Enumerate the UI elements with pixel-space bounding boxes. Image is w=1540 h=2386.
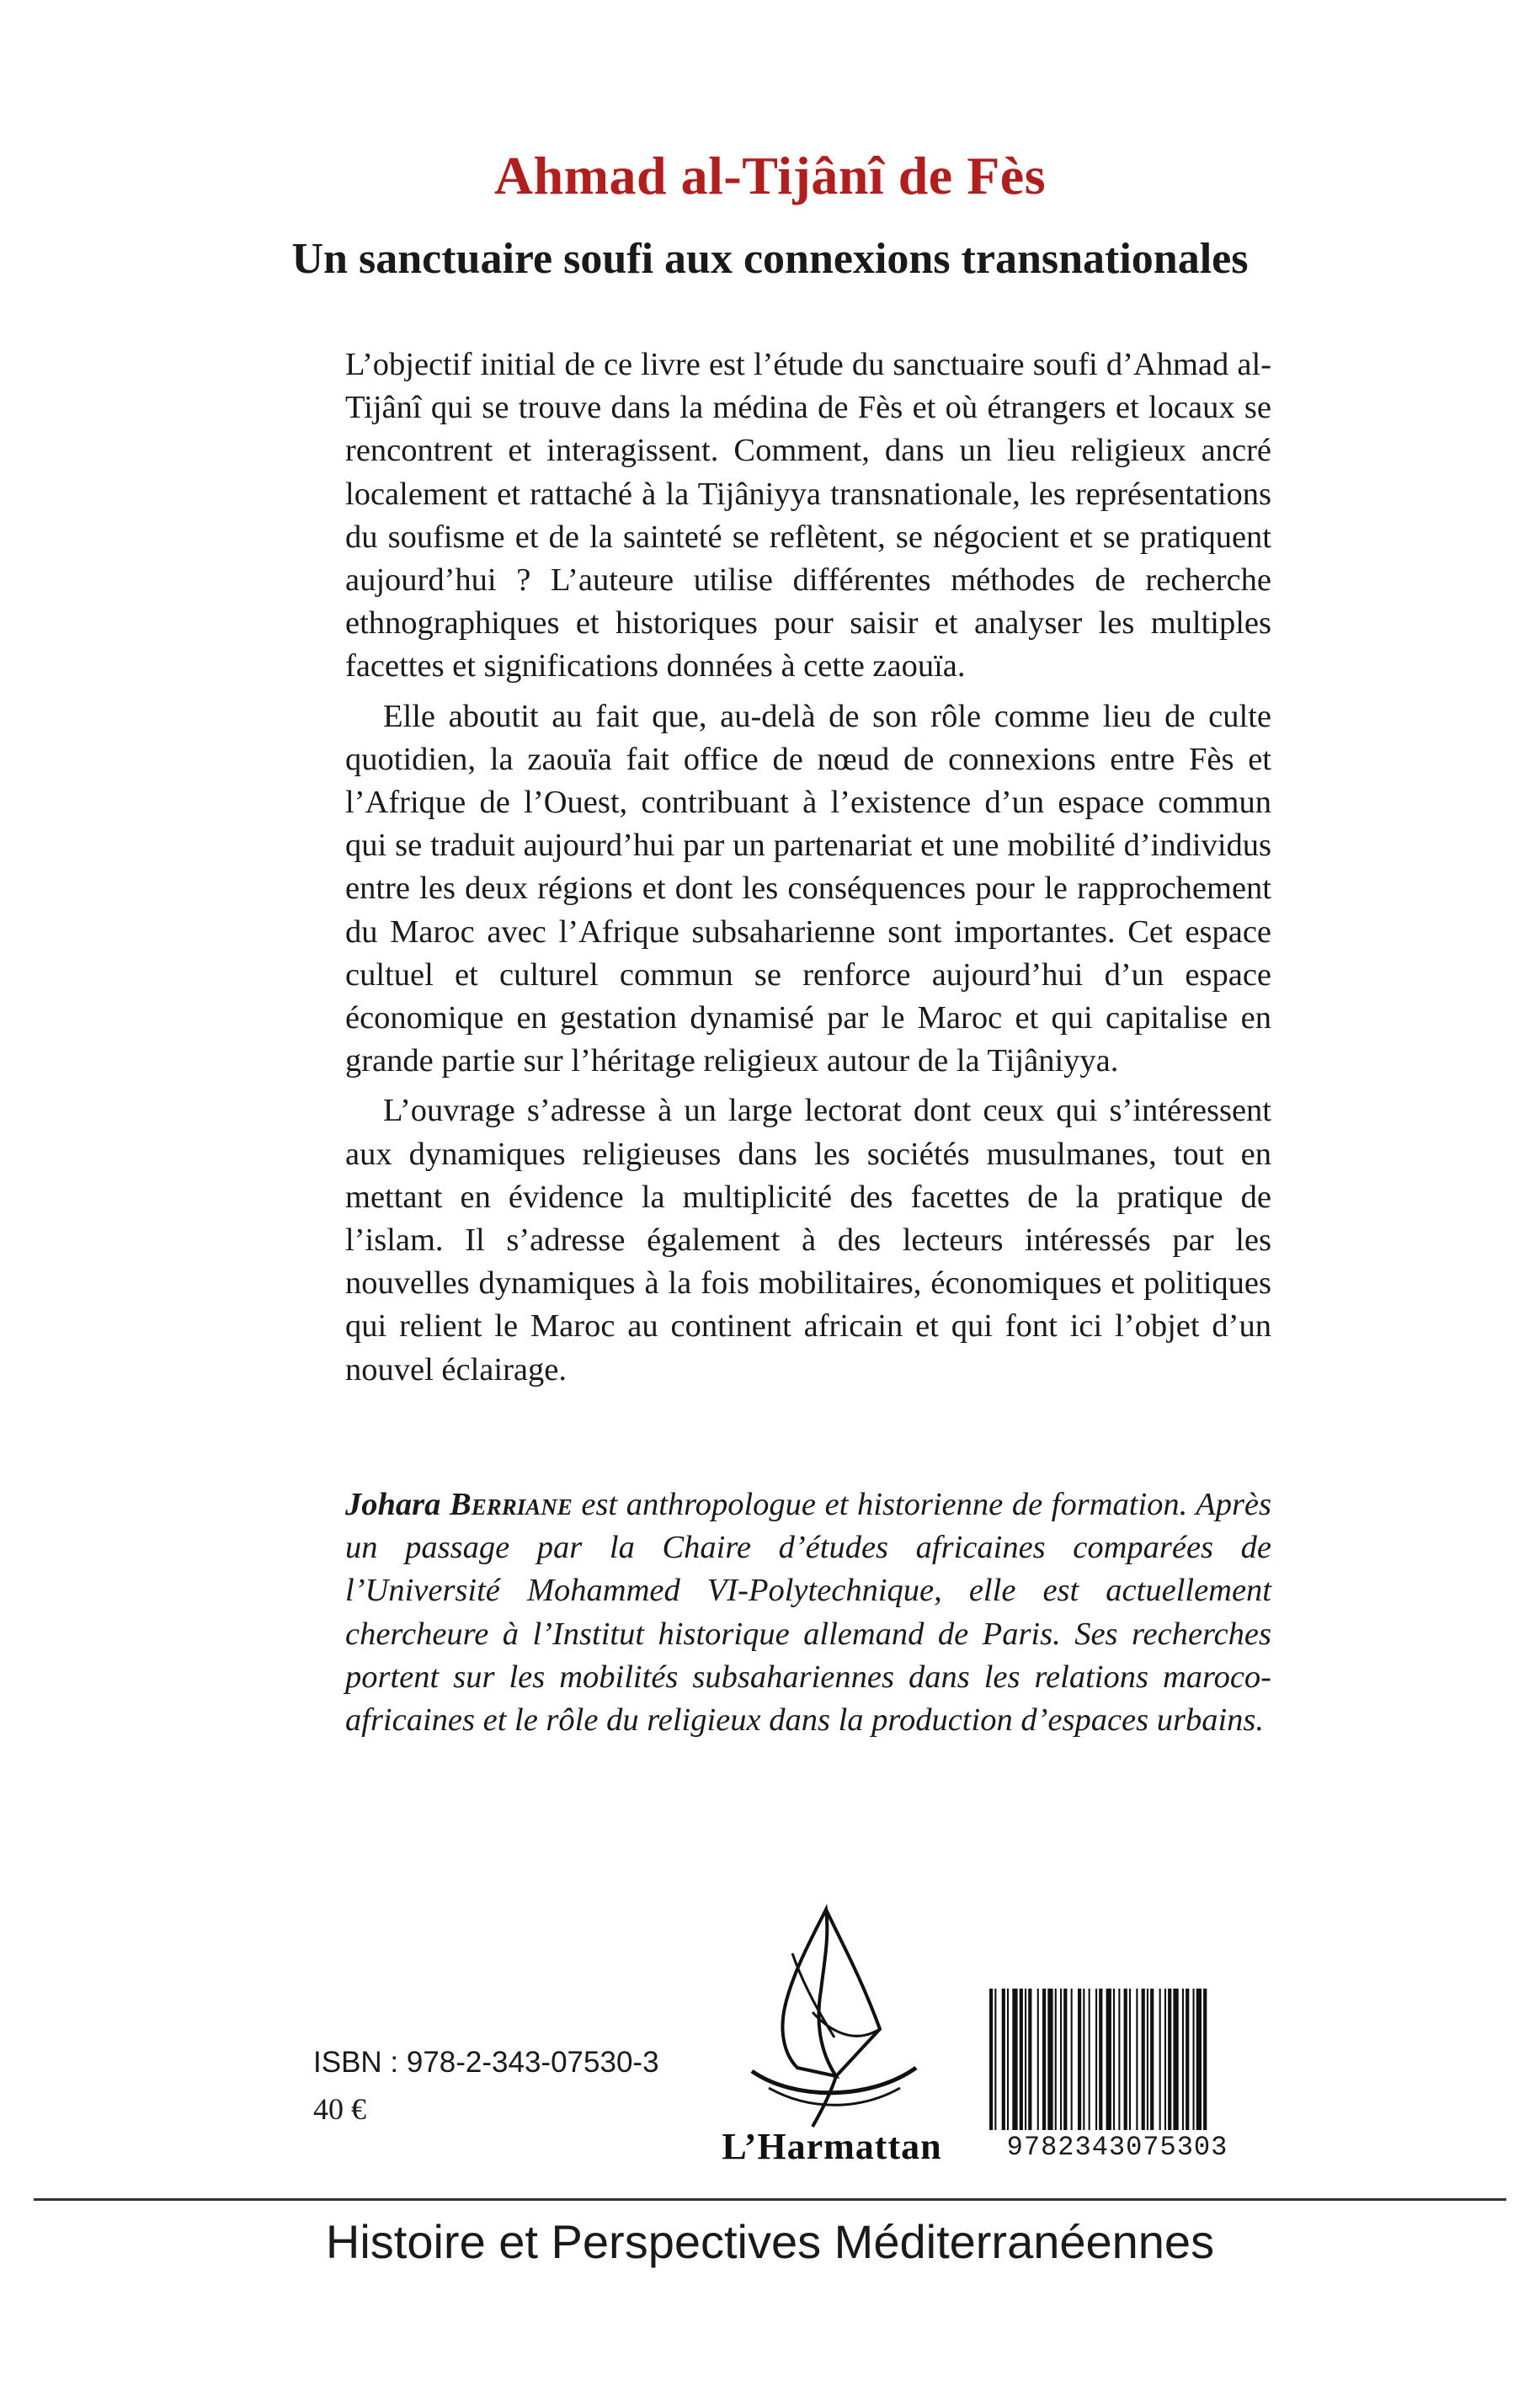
book-subtitle: Un sanctuaire soufi aux connexions transnationales bbox=[291, 235, 1249, 283]
publisher-logo bbox=[689, 1903, 975, 2172]
summary-paragraph: L’objectif initial de ce livre est l’étude du sanctuaire soufi d’Ahmad al-Tijânî qui se trouve dans la médina de Fès et où étrangers et locaux se rencontrent et interagissent. Comment, dans un lieu religieux ancré localement et rattaché à la Tijâniyya transnationale, les représentations du soufisme et de la sainteté se reflètent, se négocient et se pratiquent aujourd’hui ? L’auteure utilise différentes méthodes de recherche ethnographiques et historiques pour saisir et analyser les multiples facettes et significations données à cette zaouïa. bbox=[345, 347, 1271, 684]
author-first-name: Johara bbox=[345, 1487, 441, 1522]
author-bio-text: est anthropologue et historienne de formation. Après un passage par la Chaire d’études africaines comparées de l’Université Mohammed VI-Polytechnique, elle est actuellement chercheure à l’Institut historique allemand de Paris. Ses recherches portent sur les mobilités subsahariennes dans les relations maroco-africaines et le rôle du religieux dans la production d’espaces urbains. bbox=[345, 1487, 1271, 1739]
book-title: Ahmad al-Tijânî de Fès bbox=[493, 146, 1047, 205]
summary-paragraph: L’ouvrage s’adresse à un large lectorat dont ceux qui s’intéressent aux dynamiques religieuses dans les sociétés musulmanes, tout en mettant en évidence la multiplicité des facettes de la pratique de l’islam. Il s’adresse également à des lecteurs intéressés par les nouvelles dynamiques à la fois mobilitaires, économiques et politiques qui relient le Maroc au continent africain et qui font ici l’objet d’un nouvel éclairage. bbox=[345, 1093, 1271, 1387]
summary-paragraph: Elle aboutit au fait que, au-delà de son rôle comme lieu de culte quotidien, la zaouïa fait office de nœud de connexions entre Fès et l’Afrique de l’Ouest, contribuant à l’existence d’un espace commun qui se traduit aujourd’hui par un partenariat et une mobilité d’individus entre les deux régions et dont les conséquences pour le rapprochement du Maroc avec l’Afrique subsaharienne sont importantes. Cet espace cultuel et culturel commun se renforce aujourd’hui d’un espace économique en gestation dynamisé par le Maroc et qui capitalise en grande partie sur l’héritage religieux autour de la Tijâniyya. bbox=[345, 698, 1271, 1079]
summary bbox=[345, 344, 1271, 1392]
publisher-name: L’Harmattan bbox=[722, 2126, 942, 2167]
price: 40 € bbox=[313, 2092, 366, 2126]
sailboat-icon bbox=[735, 1903, 929, 2130]
barcode-icon bbox=[986, 1989, 1249, 2132]
isbn: ISBN : 978-2-343-07530-3 bbox=[313, 2046, 659, 2079]
author-last-name: Berriane bbox=[450, 1487, 573, 1522]
barcode-digits: 9782343075303 bbox=[1006, 2132, 1228, 2163]
barcode bbox=[986, 1989, 1249, 2161]
series-title: Histoire et Perspectives Méditerranéennes bbox=[325, 2215, 1215, 2268]
divider bbox=[34, 2198, 1506, 2201]
author-bio bbox=[345, 1483, 1271, 1742]
